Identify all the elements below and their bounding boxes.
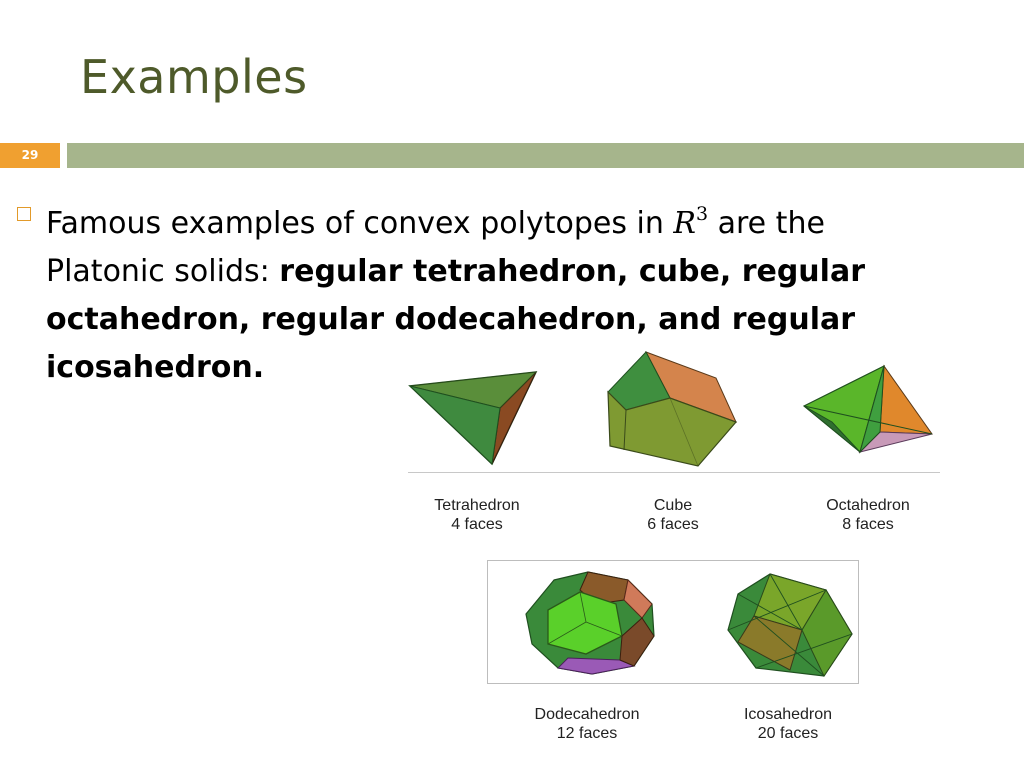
solid-faces: 12 faces (556, 725, 618, 742)
caption-cube (598, 496, 748, 534)
solid-name: Octahedron (826, 497, 910, 514)
icosahedron-icon (726, 572, 854, 678)
math-symbol: R (673, 206, 696, 241)
bullet-intro: Famous examples of convex polytopes in (46, 206, 664, 241)
cube-icon (606, 350, 740, 468)
figure-divider (408, 472, 940, 473)
caption-icosahedron (713, 705, 863, 743)
solid-faces: 20 faces (757, 725, 819, 742)
solid-name: Tetrahedron (434, 497, 520, 514)
caption-octahedron (793, 496, 943, 534)
solid-faces: 6 faces (647, 516, 699, 533)
solid-faces: 8 faces (842, 516, 894, 533)
bullet-square-icon (17, 207, 31, 221)
slide-title: Examples (80, 50, 308, 104)
solid-name: Dodecahedron (534, 706, 640, 723)
bullet-are-the: are the (717, 206, 825, 241)
math-exponent: 3 (695, 203, 709, 225)
tetrahedron-icon (408, 368, 548, 472)
solid-name: Icosahedron (743, 706, 833, 723)
caption-dodecahedron (512, 705, 662, 743)
caption-tetrahedron (402, 496, 552, 534)
solids-list: regular tetrahedron, cube, regular octahedron, regular dodecahedron, and regular icosahedron. (46, 254, 865, 385)
bullet-platonic: Platonic solids: (46, 254, 270, 289)
platonic-solids-figure (390, 340, 960, 760)
title-rule-bar (67, 143, 1024, 168)
slide-number: 29 (0, 143, 60, 168)
dodecahedron-icon (524, 570, 660, 678)
solid-name: Cube (653, 497, 693, 514)
octahedron-icon (802, 362, 936, 472)
solid-faces: 4 faces (451, 516, 503, 533)
